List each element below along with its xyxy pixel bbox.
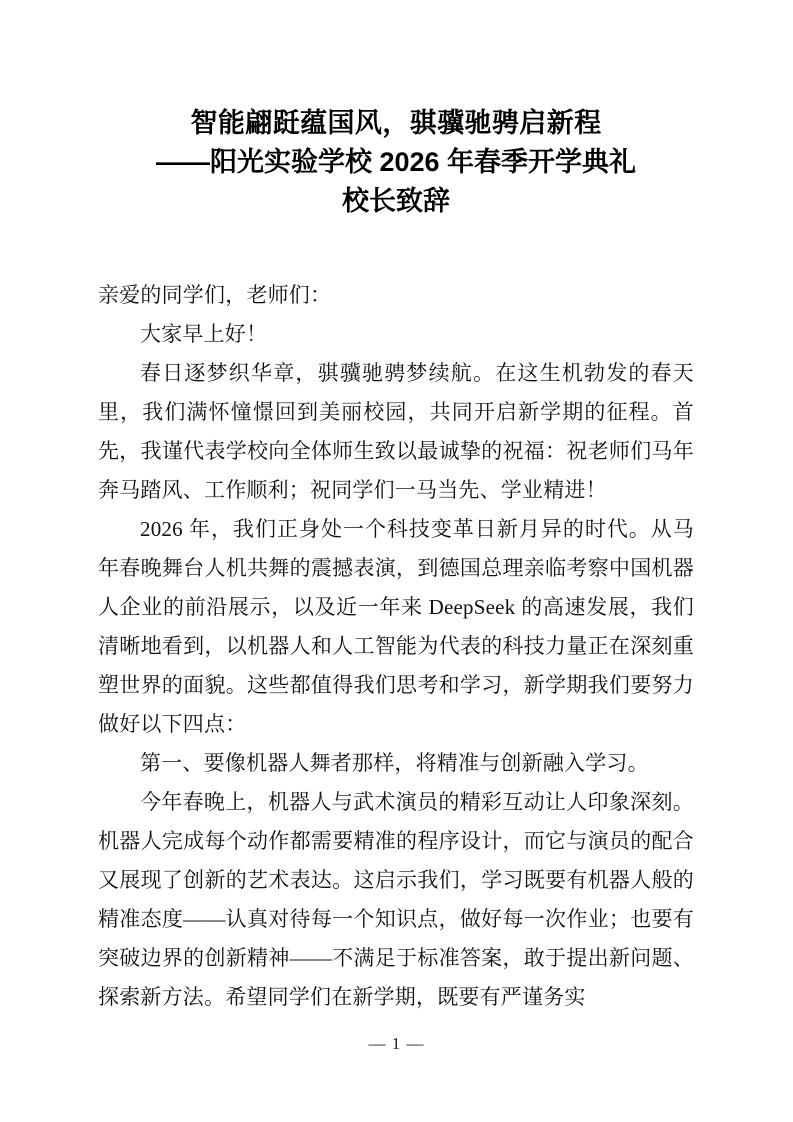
paragraph-point-one-heading: 第一、要像机器人舞者那样，将精准与创新融入学习。 <box>140 751 649 775</box>
title-line-subtitle: ——阳光实验学校 2026 年春季开学典礼 <box>155 147 637 177</box>
title-line-main: 智能翩跹蕴国风，骐骥驰骋启新程 <box>190 108 602 138</box>
paragraph-greeting: 大家早上好！ <box>140 322 268 346</box>
paragraph-point-one-body: 今年春晚上，机器人与武术演员的精彩互动让人印象深刻。机器人完成每个动作都需要精准的程序设计，而它与演员的配合又展现了创新的艺术表达。这启示我们，学习既要有机器人般的精准态度——认真对待每一个知识点，做好每一次作业；也要有突破边界的创新精神——不满足于标准答案，敢于提出新问题、探索新方法。希望同学们在新学期，既要有严谨务实 <box>98 790 694 1009</box>
title-line-role: 校长致辞 <box>342 186 450 216</box>
paragraph-spring-blessing: 春日逐梦织华章，骐骥驰骋梦续航。在这生机勃发的春天里，我们满怀憧憬回到美丽校园，共同开启新学期的征程。首先，我谨代表学校向全体师生致以最诚挚的祝福：祝老师们马年奔马踏风、工作顺利；祝同学们一马当先、学业精进！ <box>98 361 694 502</box>
page-number-footer: — 1 — <box>368 1034 425 1053</box>
paragraph-tech-era: 2026 年，我们正身处一个科技变革日新月异的时代。从马年春晚舞台人机共舞的震撼表演，到德国总理亲临考察中国机器人企业的前沿展示，以及近一年来 DeepSeek 的高速发展，我们清晰地看到，以机器人和人工智能为代表的科技力量正在深刻重塑世界的面貌。这些都值得我们思考和学习，新学期我们要努力做好以下四点： <box>98 517 694 736</box>
document-body <box>98 276 694 1017</box>
document-title <box>98 104 694 221</box>
salutation: 亲爱的同学们，老师们： <box>98 283 332 307</box>
